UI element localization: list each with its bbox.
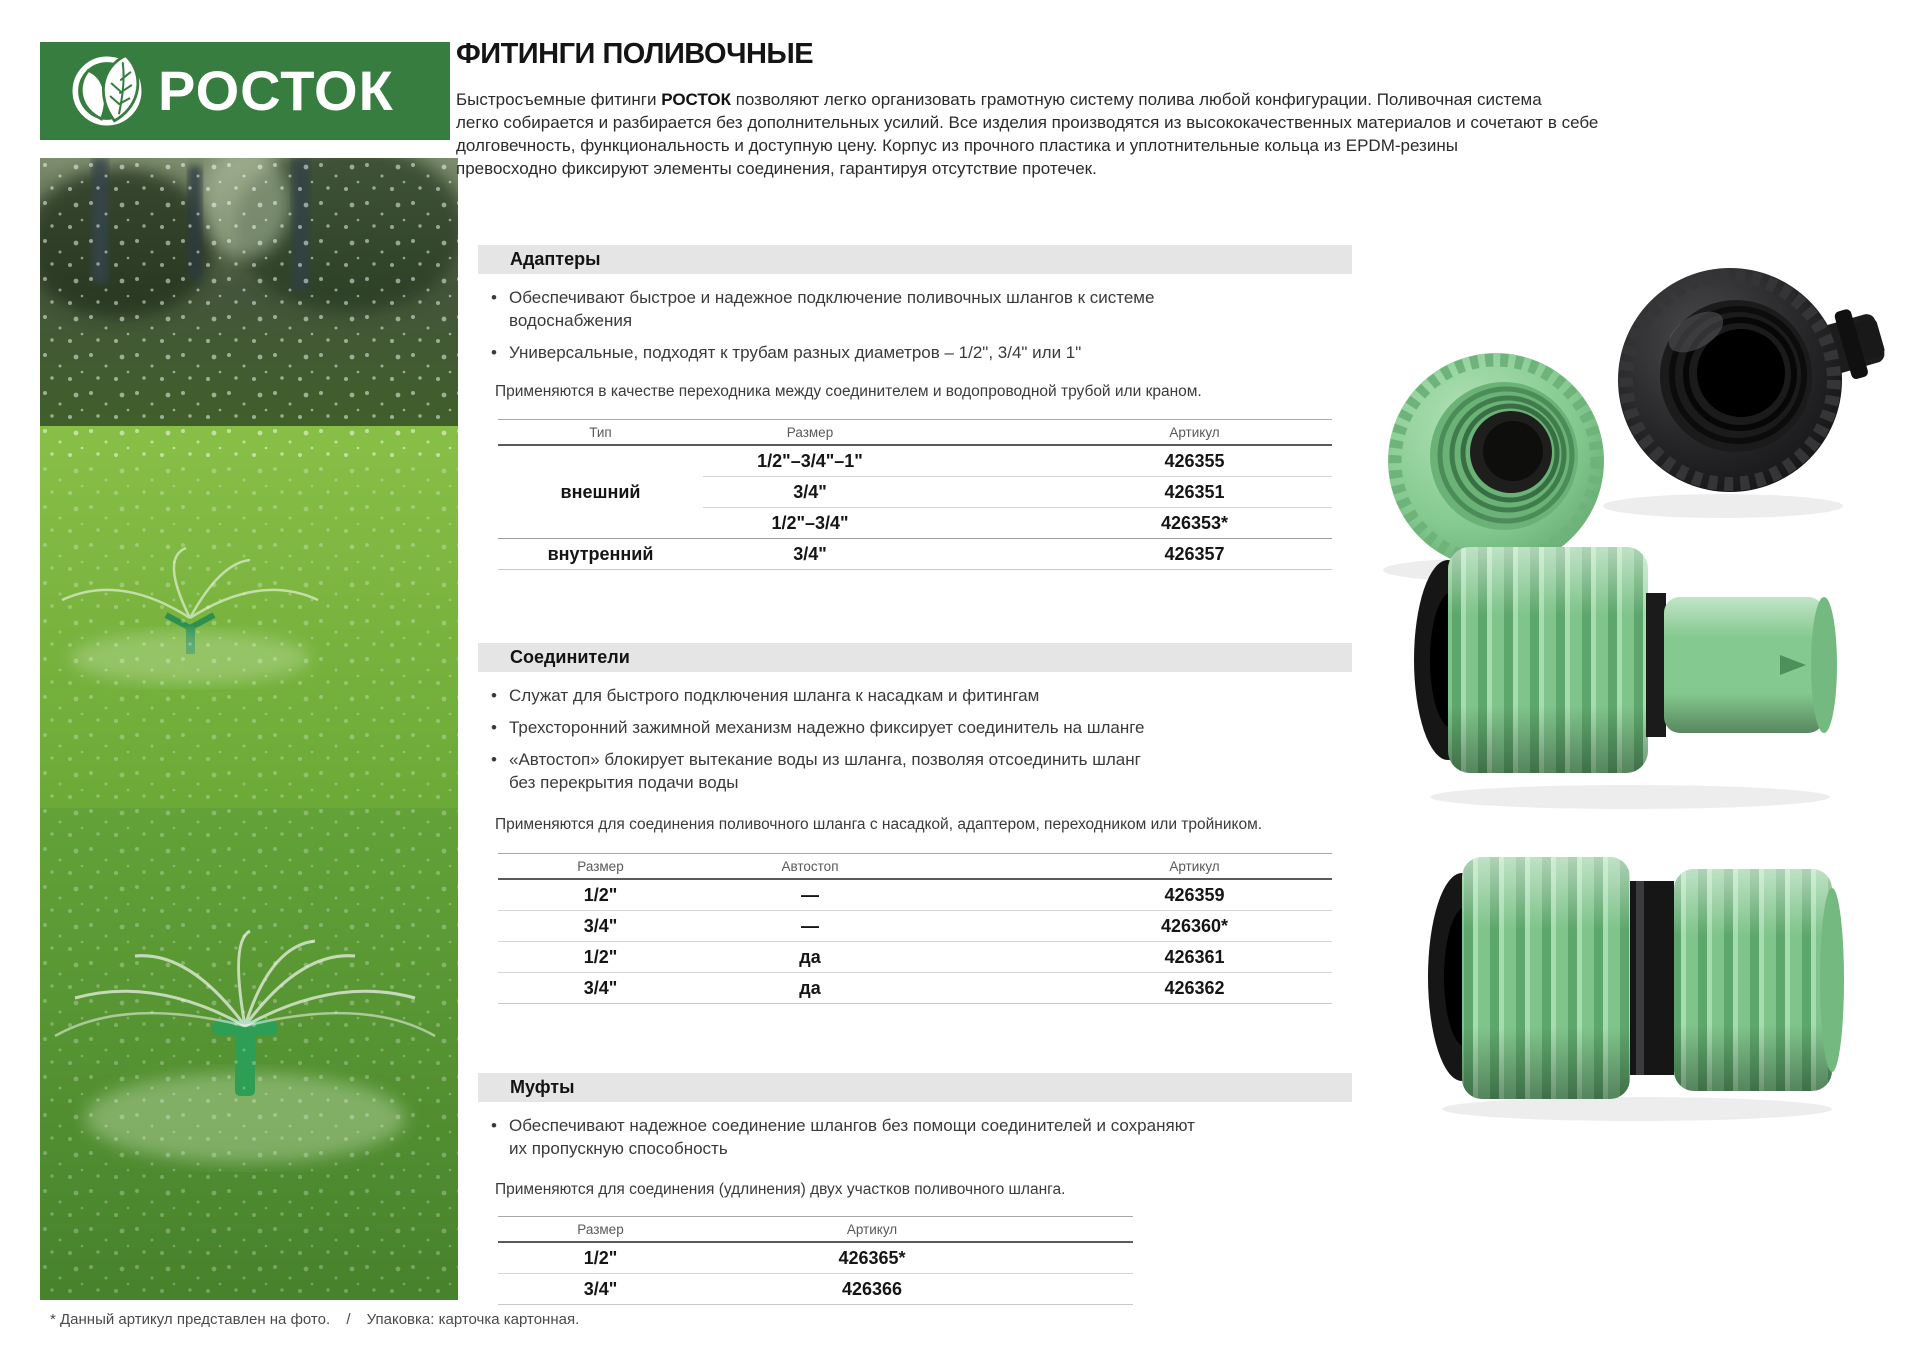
couplings-bullets: [487, 1114, 1267, 1169]
cell-article: 426351: [917, 477, 1332, 508]
connectors-bullets: [487, 684, 1267, 803]
cell-size: 1/2": [583, 884, 618, 905]
connectors-note: Применяются для соединения поливочного шланга с насадкой, адаптером, переходником или тройником.: [495, 816, 1263, 833]
bullet-item: • Обеспечивают быстрое и надежное подключение поливочных шлангов к системе водоснабжения: [487, 286, 1267, 332]
cell-article: 426357: [917, 539, 1332, 570]
footnote: [50, 1311, 579, 1328]
column-header-type: Тип: [498, 420, 703, 446]
table-row: [498, 539, 1332, 570]
couplings-table: [498, 1216, 1133, 1305]
connectors-table: [498, 853, 1332, 1004]
column-header-article: Артикул: [703, 1217, 1133, 1243]
column-header-size: Размер: [498, 1217, 703, 1243]
leaf-logo-icon: [66, 50, 148, 132]
sprinkler-photo: [40, 158, 458, 1300]
table-row: [498, 1242, 1133, 1274]
cell-article: 426359: [1164, 884, 1225, 905]
connector-product-photo: [1400, 505, 1860, 815]
cell-autostop: да: [703, 942, 917, 973]
footnote-packaging-note: Упаковка: карточка картонная.: [366, 1311, 580, 1328]
column-header-article: Артикул: [917, 854, 1332, 880]
coupling-product-photo: [1412, 825, 1862, 1125]
table-row: [498, 911, 1332, 942]
brand-name: РОСТОК: [158, 59, 394, 122]
cell-size: 1/2": [583, 1247, 618, 1268]
cell-article: 426365*: [838, 1247, 906, 1268]
section-header-couplings: Муфты: [478, 1073, 1352, 1102]
bullet-item: • «Автостоп» блокирует вытекание воды из шланга, позволяя отсоединить шланг без перекрытия подачи воды: [487, 748, 1267, 794]
table-row: [498, 445, 1332, 477]
cell-type: внутренний: [498, 539, 703, 570]
cell-size: 3/4": [703, 539, 917, 570]
cell-size: 1/2"–3/4"–1": [757, 450, 863, 471]
intro-paragraph: Быстросъемные фитинги РОСТОК позволяют легко организовать грамотную систему полива любой конфигурации. Поливочная система легко собирается и разбирается без дополнительных усилий. Все изделия производятся из высококачественных материалов и сочетают в себе долговечность, функциональность и доступную цену. Корпус из прочного пластика и уплотнительные кольца из EPDM-резины превосходно фиксируют элементы соединения, гарантируя отсутствие протечек.: [456, 90, 1599, 178]
black-adapter: [1618, 268, 1890, 492]
bullet-item: • Служат для быстрого подключения шланга к насадкам и фитингам: [487, 684, 1267, 707]
column-header-article: Артикул: [917, 420, 1332, 446]
cell-article: 426361: [917, 942, 1332, 973]
table-row: [498, 1274, 1133, 1305]
adapters-note: Применяются в качестве переходника между соединителем и водопроводной трубой или краном.: [495, 383, 1202, 400]
column-header-autostop: Автостоп: [703, 854, 917, 880]
bullet-item: • Обеспечивают надежное соединение шлангов без помощи соединителей и сохраняют их пропускную способность: [487, 1114, 1267, 1160]
cell-size: 3/4": [498, 911, 703, 942]
footnote-article-note: * Данный артикул представлен на фото.: [50, 1311, 331, 1328]
column-header-size: Размер: [703, 420, 917, 446]
cell-article: 426355: [1164, 450, 1225, 471]
cell-size: 1/2": [498, 942, 703, 973]
bullet-item: • Универсальные, подходят к трубам разных диаметров – 1/2", 3/4" или 1": [487, 341, 1267, 364]
column-header-size: Размер: [498, 854, 703, 880]
couplings-note: Применяются для соединения (удлинения) двух участков поливочного шланга.: [495, 1181, 1066, 1198]
cell-size: 3/4": [703, 477, 917, 508]
cell-autostop: да: [703, 973, 917, 1004]
cell-size: 1/2"–3/4": [703, 508, 917, 539]
cell-type: внешний: [560, 481, 641, 502]
cell-article: 426362: [917, 973, 1332, 1004]
section-header-adapters: Адаптеры: [478, 245, 1352, 274]
adapters-bullets: [487, 286, 1267, 373]
cell-autostop: —: [801, 884, 819, 905]
cell-article: 426353*: [917, 508, 1332, 539]
brand-logo: [40, 42, 450, 140]
section-header-connectors: Соединители: [478, 643, 1352, 672]
table-row: [498, 973, 1332, 1004]
cell-article: 426360*: [917, 911, 1332, 942]
page-title: ФИТИНГИ ПОЛИВОЧНЫЕ: [456, 38, 814, 70]
footnote-separator: /: [346, 1311, 351, 1328]
brand-mention: РОСТОК: [661, 90, 731, 109]
table-row: [498, 942, 1332, 973]
adapters-table: [498, 419, 1332, 570]
cell-size: 3/4": [498, 1274, 703, 1305]
table-row: [498, 879, 1332, 911]
cell-autostop: —: [703, 911, 917, 942]
bullet-item: • Трехсторонний зажимной механизм надежно фиксирует соединитель на шланге: [487, 716, 1267, 739]
cell-article: 426366: [703, 1274, 1133, 1305]
cell-size: 3/4": [498, 973, 703, 1004]
